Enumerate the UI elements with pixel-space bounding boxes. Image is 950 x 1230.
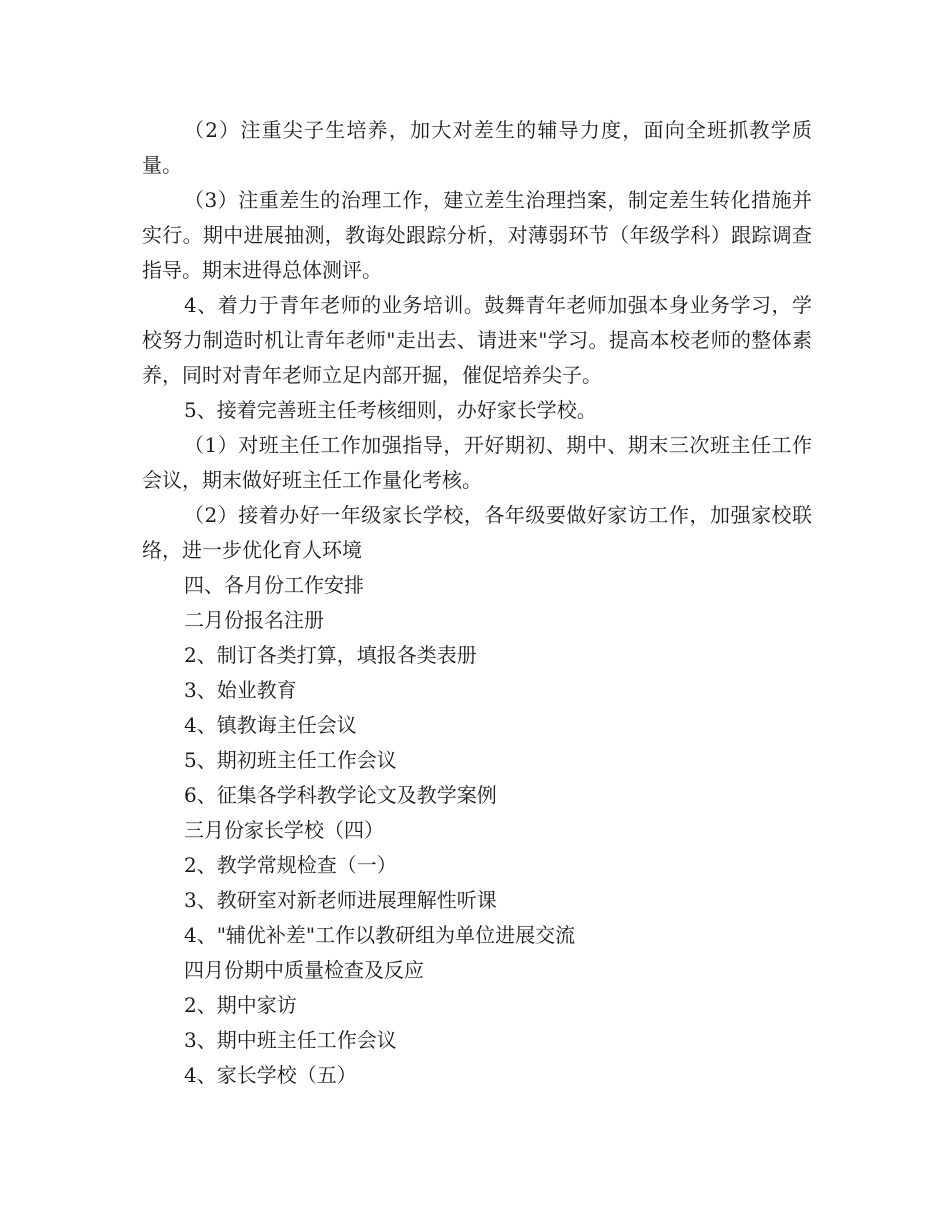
schedule-item: 4、"辅优补差"工作以教研组为单位进展交流: [184, 923, 576, 947]
schedule-heading: 四、各月份工作安排: [184, 573, 364, 597]
schedule-item: 3、教研室对新老师进展理解性听课: [184, 888, 497, 912]
paragraph-homeroom-guidance: （1）对班主任工作加强指导，开好期初、期中、期末三次班主任工作会议，期末做好班主任工作量化考核。: [142, 433, 812, 492]
schedule-item: 2、期中家访: [184, 993, 297, 1017]
schedule-item: 6、征集各学科教学论文及教学案例: [184, 783, 497, 807]
schedule-item: 2、教学常规检查（一）: [184, 853, 397, 877]
document-body: [142, 113, 812, 1093]
schedule-item: 2、制订各类打算，填报各类表册: [184, 643, 477, 667]
paragraph-top-students: （2）注重尖子生培养，加大对差生的辅导力度，面向全班抓教学质量。: [142, 118, 812, 177]
schedule-march-title: 三月份家长学校（四）: [184, 818, 384, 842]
paragraph-teacher-training: 4、着力于青年老师的业务培训。鼓舞青年老师加强本身业务学习，学校努力制造时机让青年老师"走出去、请进来"学习。提高本校老师的整体素养，同时对青年老师立足内部开掘，催促培养尖子。: [142, 293, 812, 387]
schedule-item: 4、镇教诲主任会议: [184, 713, 357, 737]
schedule-item: 4、家长学校（五）: [184, 1063, 357, 1087]
paragraph-weak-students: （3）注重差生的治理工作，建立差生治理挡案，制定差生转化措施并实行。期中进展抽测，教诲处跟踪分析，对薄弱环节（年级学科）跟踪调查指导。期末进得总体测评。: [142, 188, 812, 282]
paragraph-parent-school: （2）接着办好一年级家长学校，各年级要做好家访工作，加强家校联络，进一步优化育人环境: [142, 503, 812, 562]
paragraph-homeroom-assessment: 5、接着完善班主任考核细则，办好家长学校。: [184, 398, 597, 422]
schedule-april-title: 四月份期中质量检查及反应: [184, 958, 424, 982]
schedule-item: 3、始业教育: [184, 678, 297, 702]
schedule-item: 3、期中班主任工作会议: [184, 1028, 397, 1052]
schedule-item: 5、期初班主任工作会议: [184, 748, 397, 772]
schedule-february-title: 二月份报名注册: [184, 608, 324, 632]
